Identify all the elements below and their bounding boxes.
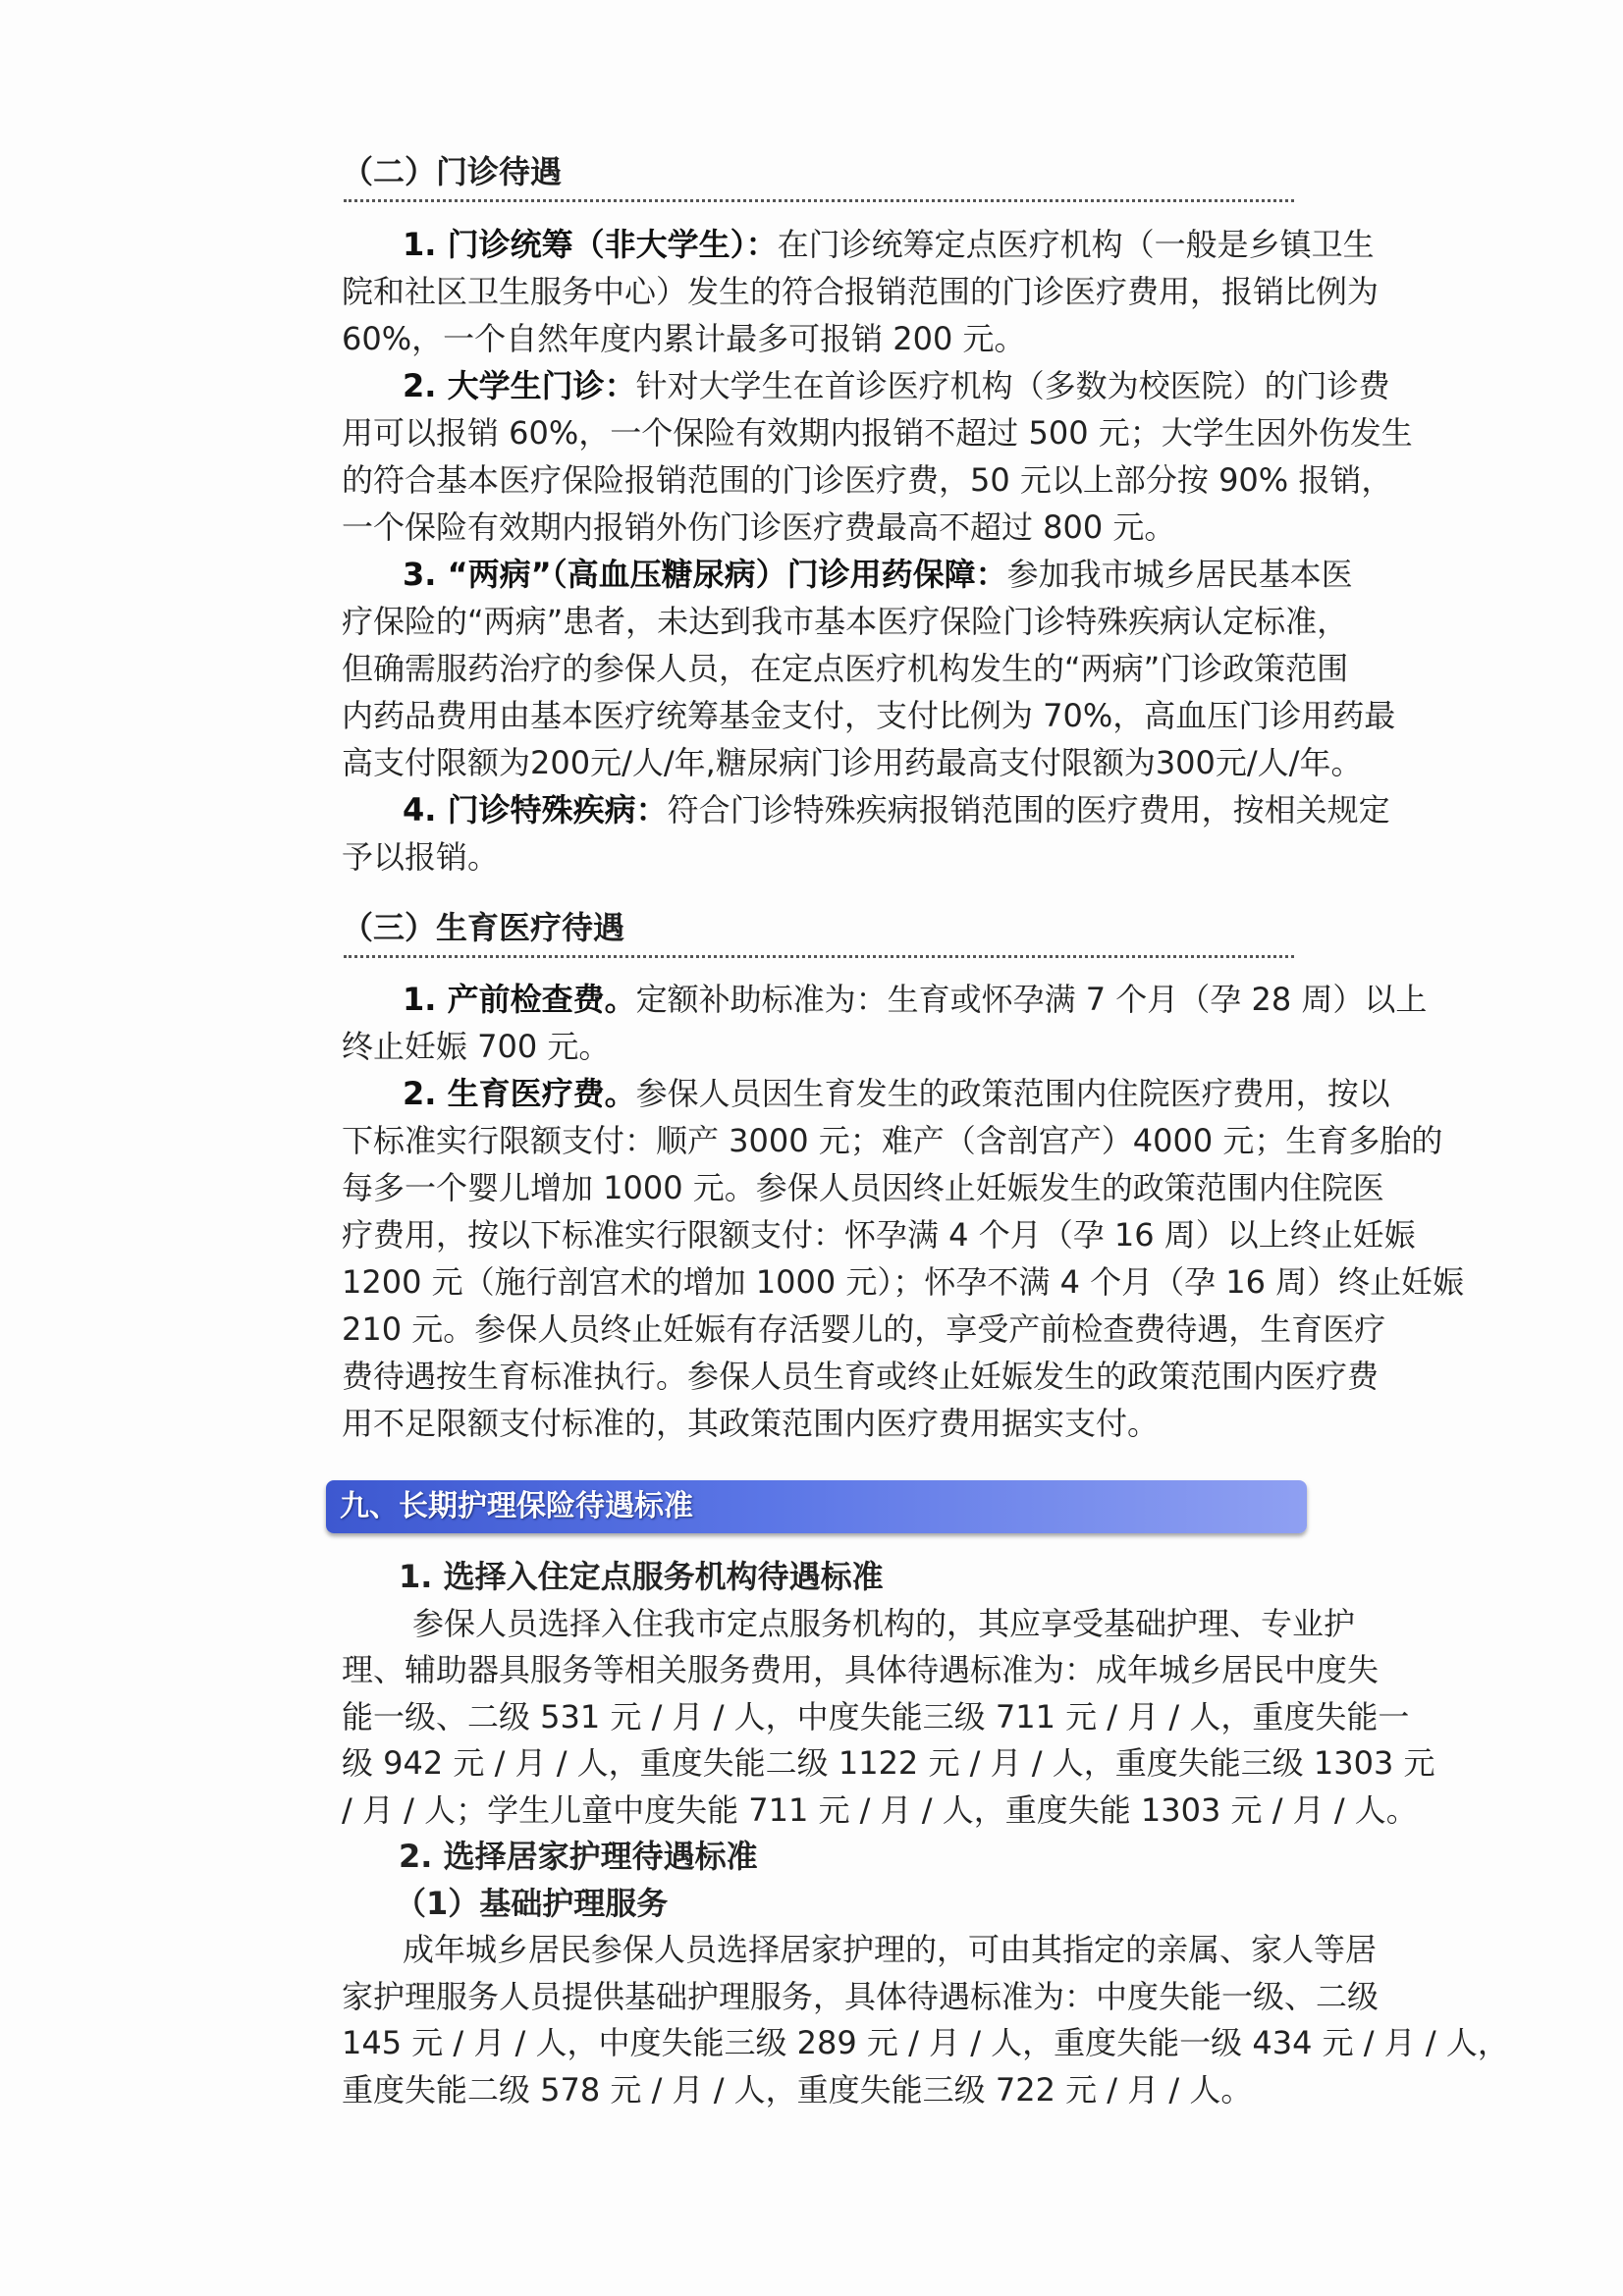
paragraph-line <box>342 1211 1416 1258</box>
paragraph-text: 院和社区卫生服务中心）发生的符合报销范围的门诊医疗费用，报销比例为 <box>342 273 1380 310</box>
subheading: 2. 选择居家护理待遇标准 <box>399 1838 758 1875</box>
paragraph-text: 高支付限额为200元/人/年,糖尿病门诊用药最高支付限额为300元/人/年。 <box>342 744 1363 781</box>
paragraph-line <box>342 409 1413 456</box>
paragraph-line <box>342 268 1380 315</box>
paragraph-line <box>342 362 1390 409</box>
paragraph-line <box>342 315 1296 362</box>
paragraph-text: 1200 元（施行剖宫术的增加 1000 元）；怀孕不满 4 个月（孕 16 周）终止妊娠 <box>342 1263 1465 1301</box>
paragraph-text: 一个保险有效期内报销外伤门诊医疗费最高不超过 800 元。 <box>342 508 1176 546</box>
section-body-outpatient <box>342 221 1413 881</box>
section-heading-maternity: （三）生育医疗待遇 <box>342 909 625 946</box>
paragraph-text: 210 元。参保人员终止妊娠有存活婴儿的，享受产前检查费待遇，生育医疗 <box>342 1310 1386 1348</box>
paragraph-line <box>342 221 1375 268</box>
paragraph-line: 家护理服务人员提供基础护理服务，具体待遇标准为：中度失能一级、二级 <box>342 1977 1380 2015</box>
paragraph-lead: 1. 门诊统筹（非大学生）： <box>403 226 778 263</box>
paragraph-line: 参保人员选择入住我市定点服务机构的，其应享受基础护理、专业护 <box>412 1604 1356 1642</box>
paragraph-line <box>342 1164 1384 1211</box>
paragraph-line: 重度失能二级 578 元 / 月 / 人，重度失能三级 722 元 / 月 / 人。 <box>342 2070 1253 2109</box>
paragraph-text: 定额补助标准为：生育或怀孕满 7 个月（孕 28 周）以上 <box>635 981 1428 1018</box>
paragraph-line: 145 元 / 月 / 人，中度失能三级 289 元 / 月 / 人，重度失能一级 434 元 / 月 / 人， <box>342 2024 1509 2061</box>
paragraph-text: 在门诊统筹定点医疗机构（一般是乡镇卫生 <box>777 226 1375 263</box>
paragraph-line: 成年城乡居民参保人员选择居家护理的，可由其指定的亲属、家人等居 <box>403 1931 1378 1968</box>
paragraph-line <box>342 1023 1296 1070</box>
paragraph-line <box>342 1258 1465 1306</box>
paragraph-text: 每多一个婴儿增加 1000 元。参保人员因终止妊娠发生的政策范围内住院医 <box>342 1169 1384 1206</box>
paragraph-lead: 2. 生育医疗费。 <box>403 1075 636 1112</box>
paragraph-text: 用不足限额支付标准的，其政策范围内医疗费用据实支付。 <box>342 1405 1160 1442</box>
paragraph-text: 60%，一个自然年度内累计最多可报销 200 元。 <box>342 320 1026 357</box>
paragraph-line <box>342 1070 1390 1117</box>
paragraph-lead: 1. 产前检查费。 <box>403 981 636 1018</box>
paragraph-line <box>342 786 1390 833</box>
paragraph-line: 能一级、二级 531 元 / 月 / 人，中度失能三级 711 元 / 月 / 人，重度失能一 <box>342 1697 1410 1735</box>
paragraph-line <box>342 1306 1386 1353</box>
banner-title: 九、长期护理保险待遇标准 <box>340 1489 693 1523</box>
section-banner-long-term-care <box>326 1480 1307 1533</box>
paragraph-line <box>342 1400 1296 1447</box>
paragraph-text: 的符合基本医疗保险报销范围的门诊医疗费，50 元以上部分按 90% 报销， <box>342 461 1393 499</box>
paragraph-text: 内药品费用由基本医疗统筹基金支付，支付比例为 70%，高血压门诊用药最 <box>342 697 1396 734</box>
paragraph-lead: 2. 大学生门诊： <box>403 367 636 404</box>
paragraph-lead: 3. “两病”（高血压糖尿病）门诊用药保障： <box>403 556 1007 593</box>
paragraph-line <box>342 1353 1380 1400</box>
paragraph-line <box>342 504 1296 551</box>
paragraph-line: 级 942 元 / 月 / 人，重度失能二级 1122 元 / 月 / 人，重度失能三级 1303 元 <box>342 1744 1435 1782</box>
paragraph-text: 用可以报销 60%，一个保险有效期内报销不超过 500 元；大学生因外伤发生 <box>342 414 1413 452</box>
paragraph-line: 理、辅助器具服务等相关服务费用，具体待遇标准为：成年城乡居民中度失 <box>342 1651 1380 1688</box>
paragraph-line <box>342 692 1396 739</box>
paragraph-line <box>342 551 1353 598</box>
section-body-maternity <box>342 976 1465 1447</box>
paragraph-line <box>342 833 1296 881</box>
paragraph-line: / 月 / 人；学生儿童中度失能 711 元 / 月 / 人，重度失能 1303 元 / 月 / 人。 <box>342 1790 1418 1829</box>
subheading: 1. 选择入住定点服务机构待遇标准 <box>399 1558 884 1595</box>
paragraph-text: 参加我市城乡居民基本医 <box>1006 556 1353 593</box>
subheading: （1）基础护理服务 <box>395 1884 669 1922</box>
paragraph-text: 参保人员因生育发生的政策范围内住院医疗费用，按以 <box>635 1075 1390 1112</box>
paragraph-text: 下标准实行限额支付：顺产 3000 元；难产（含剖宫产）4000 元；生育多胎的 <box>342 1122 1443 1159</box>
paragraph-text: 但确需服药治疗的参保人员，在定点医疗机构发生的“两病”门诊政策范围 <box>342 650 1349 687</box>
paragraph-text: 针对大学生在首诊医疗机构（多数为校医院）的门诊费 <box>635 367 1390 404</box>
paragraph-text: 疗保险的“两病”患者，未达到我市基本医疗保险门诊特殊疾病认定标准， <box>342 603 1349 640</box>
section-body-long-term-care <box>342 1554 1509 2113</box>
paragraph-line <box>342 976 1428 1023</box>
paragraph-text: 终止妊娠 700 元。 <box>342 1028 611 1065</box>
paragraph-line <box>342 739 1363 786</box>
paragraph-text: 费待遇按生育标准执行。参保人员生育或终止妊娠发生的政策范围内医疗费 <box>342 1358 1380 1395</box>
dotted-divider <box>344 199 1294 202</box>
paragraph-text: 疗费用，按以下标准实行限额支付：怀孕满 4 个月（孕 16 周）以上终止妊娠 <box>342 1216 1416 1254</box>
paragraph-lead: 4. 门诊特殊疾病： <box>403 791 668 828</box>
dotted-divider <box>344 955 1294 958</box>
paragraph-text: 予以报销。 <box>342 838 500 876</box>
paragraph-line <box>342 456 1393 504</box>
section-heading-outpatient: （二）门诊待遇 <box>342 153 563 190</box>
paragraph-line <box>342 1117 1443 1164</box>
paragraph-line <box>342 598 1349 645</box>
paragraph-text: 符合门诊特殊疾病报销范围的医疗费用，按相关规定 <box>667 791 1390 828</box>
paragraph-line <box>342 645 1349 692</box>
